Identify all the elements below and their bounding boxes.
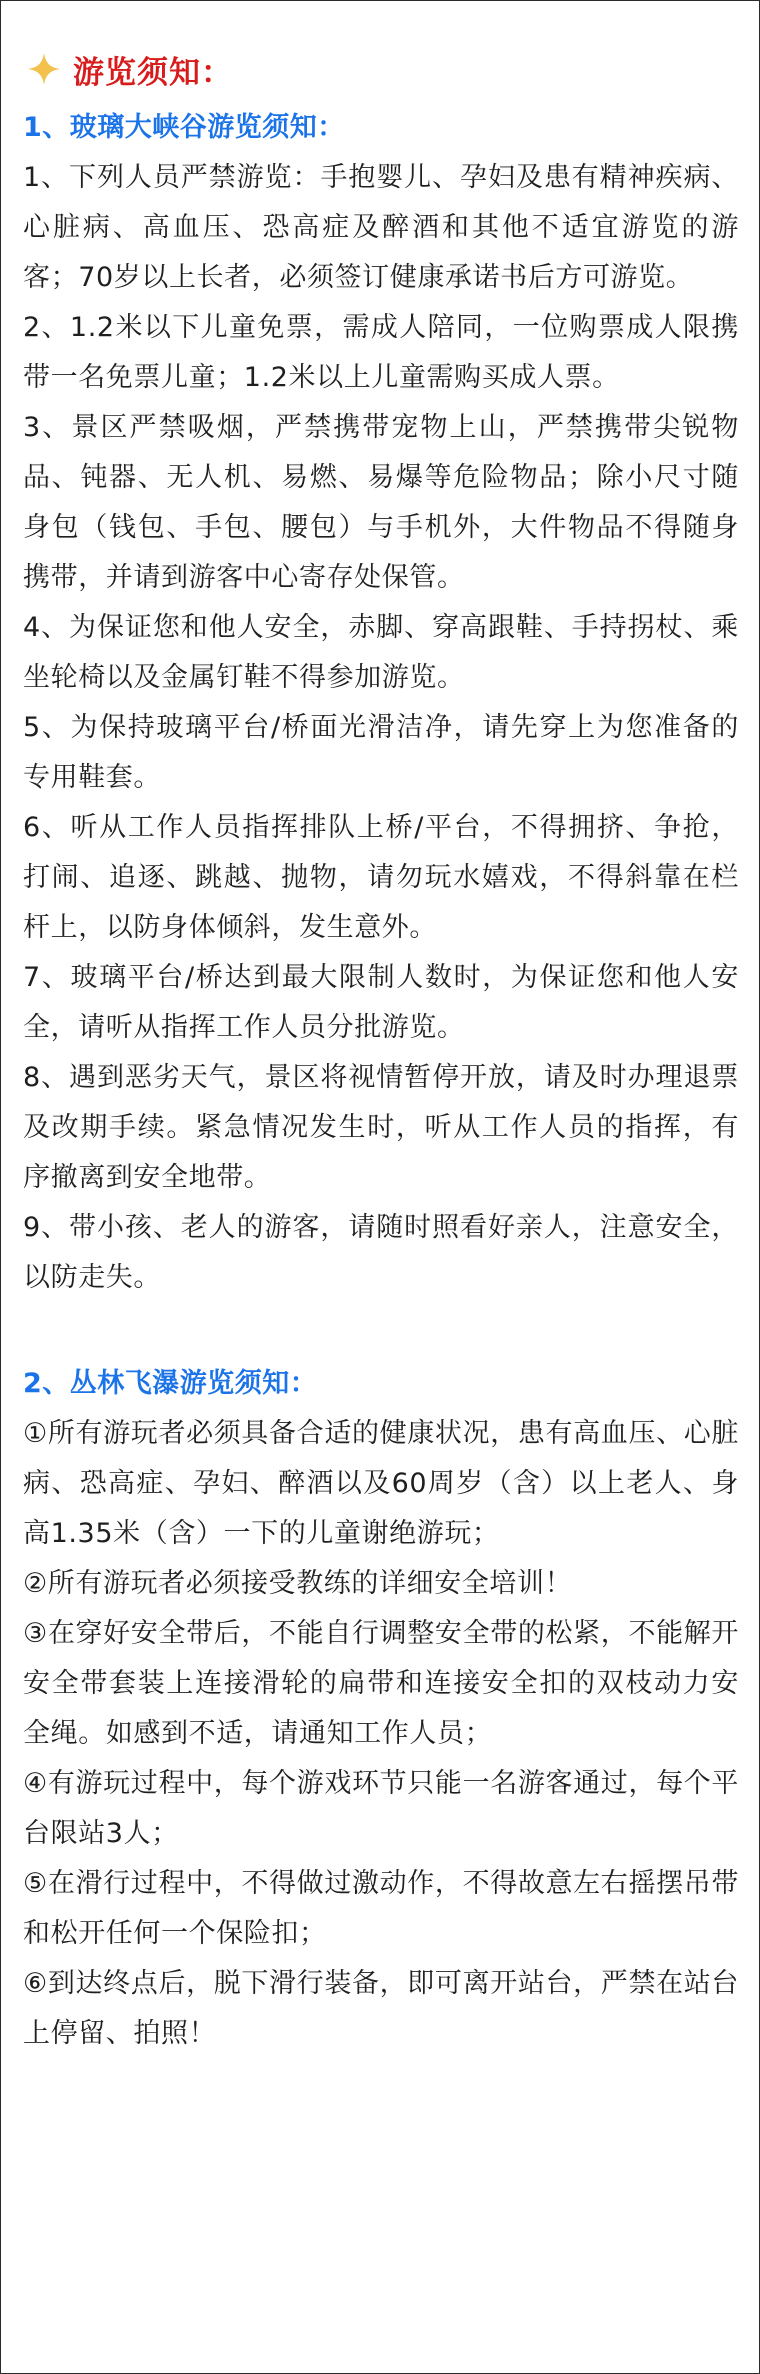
notice-item: ①所有游玩者必须具备合适的健康状况，患有高血压、心脏病、恐高症、孕妇、醉酒以及60周岁（含）以上老人、身高1.35米（含）一下的儿童谢绝游玩；: [23, 1418, 739, 1549]
notice-item: ②所有游玩者必须接受教练的详细安全培训！: [23, 1568, 573, 1599]
section-divider-space: [23, 1303, 739, 1359]
notice-item: ⑤在滑行过程中，不得做过激动作，不得故意左右摇摆吊带和松开任何一个保险扣；: [23, 1868, 739, 1949]
title-row: [23, 41, 739, 97]
section-heading: 2、丛林飞瀑游览须知：: [23, 1368, 318, 1399]
notice-item: ③在穿好安全带后，不能自行调整安全带的松紧，不能解开安全带套装上连接滑轮的扁带和连接安全扣的双枝动力安全绳。如感到不适，请通知工作人员；: [23, 1618, 739, 1749]
notice-content: [23, 41, 739, 2059]
section-jungle-waterfall: [23, 1359, 739, 2059]
notice-item: ⑥到达终点后，脱下滑行装备，即可离开站台，严禁在站台上停留、拍照！: [23, 1968, 739, 2049]
notice-item: 3、景区严禁吸烟，严禁携带宠物上山，严禁携带尖锐物品、钝器、无人机、易燃、易爆等危险物品；除小尺寸随身包（钱包、手包、腰包）与手机外，大件物品不得随身携带，并请到游客中心寄存处保管。: [23, 412, 739, 593]
section-heading: 1、玻璃大峡谷游览须知：: [23, 112, 345, 143]
notice-item: 6、听从工作人员指挥排队上桥/平台，不得拥挤、争抢，打闹、追逐、跳越、抛物，请勿玩水嬉戏，不得斜靠在栏杆上，以防身体倾斜，发生意外。: [23, 812, 739, 943]
notice-item: 2、1.2米以下儿童免票，需成人陪同，一位购票成人限携带一名免票儿童；1.2米以上儿童需购买成人票。: [23, 312, 739, 393]
notice-item: 9、带小孩、老人的游客，请随时照看好亲人，注意安全，以防走失。: [23, 1212, 739, 1293]
notice-item: 1、下列人员严禁游览：手抱婴儿、孕妇及患有精神疾病、心脏病、高血压、恐高症及醉酒和其他不适宜游览的游客；70岁以上长者，必须签订健康承诺书后方可游览。: [23, 162, 739, 293]
notice-item: 8、遇到恶劣天气，景区将视情暂停开放，请及时办理退票及改期手续。紧急情况发生时，听从工作人员的指挥，有序撤离到安全地带。: [23, 1062, 739, 1193]
sparkle-star-icon: [27, 52, 61, 86]
page-title: 游览须知：: [73, 54, 233, 91]
notice-item: 4、为保证您和他人安全，赤脚、穿高跟鞋、手持拐杖、乘坐轮椅以及金属钉鞋不得参加游览。: [23, 612, 739, 693]
notice-item: 5、为保持玻璃平台/桥面光滑洁净，请先穿上为您准备的专用鞋套。: [23, 712, 739, 793]
notice-item: ④有游玩过程中，每个游戏环节只能一名游客通过，每个平台限站3人；: [23, 1768, 739, 1849]
notice-item: 7、玻璃平台/桥达到最大限制人数时，为保证您和他人安全，请听从指挥工作人员分批游览。: [23, 962, 739, 1043]
section-glass-canyon: [23, 103, 739, 1303]
